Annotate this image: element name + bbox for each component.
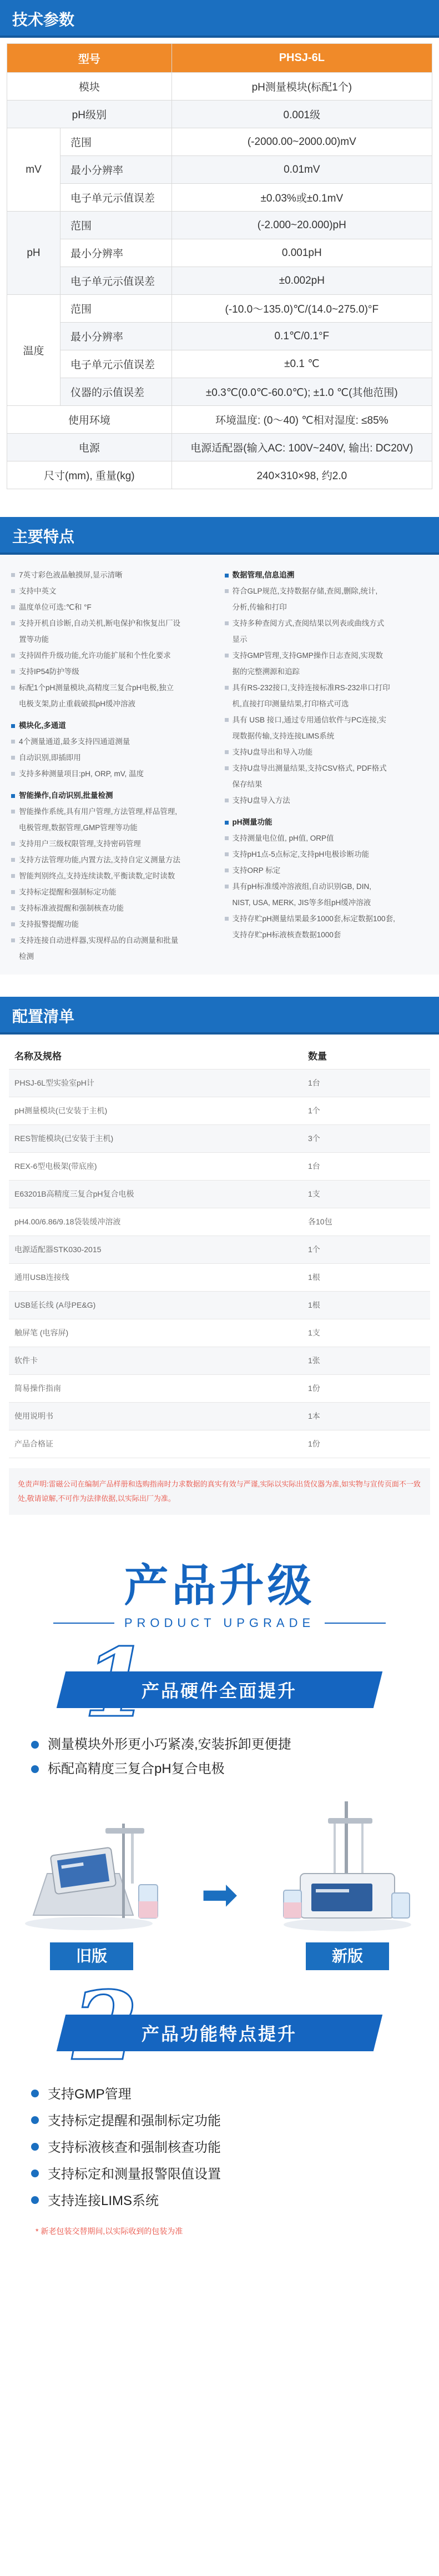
feature-item: 支持报警提醒功能 [11, 916, 215, 932]
feature-item-continued: 现数据传输,支持连接LIMS系统 [232, 732, 335, 740]
config-item-qty: 1根 [302, 1291, 430, 1319]
upgrade-subtitle: PRODUCT UPGRADE [124, 1615, 315, 1630]
config-item-qty: 1个 [302, 1097, 430, 1124]
feature-item: 支持中英文 [11, 583, 215, 599]
feature-item: 支持U盘导入方法 [225, 792, 428, 809]
config-item-name: 产品合格证 [9, 1430, 302, 1458]
config-item-name: 使用说明书 [9, 1402, 302, 1430]
spec-header-row [7, 44, 432, 73]
feature-item-continued: 置等功能 [19, 635, 49, 644]
feature-item: 4个测量通道,最多支持四通道测量 [11, 734, 215, 750]
feature-item: 智能判别终点,支持连续读数,平衡读数,定时读数 [11, 868, 215, 884]
feature-item: 智能操作系统,具有用户管理,方法管理,样品管理, [11, 804, 215, 820]
new-version-tag: 新版 [306, 1942, 389, 1970]
bullet-item: 支持标液核查和强制核查功能 [31, 2135, 439, 2161]
config-item-name: 软件卡 [9, 1347, 302, 1374]
spec-header-model-value: PHSJ-6L [171, 44, 432, 73]
feature-heading: 模块化,多通道 [11, 717, 215, 734]
spec-value: 电源适配器(输入AC: 100V~240V, 输出: DC20V) [171, 434, 432, 461]
spec-row [7, 267, 432, 295]
function-banner-bar [57, 2015, 382, 2051]
spec-label: 最小分辨率 [60, 323, 172, 350]
config-row [9, 1291, 430, 1319]
feature-item: 支持标定提醒和强制标定功能 [11, 884, 215, 900]
spec-label: 最小分辨率 [60, 156, 172, 184]
spec-label: 电子单元示值误差 [60, 350, 172, 378]
config-header-row [9, 1042, 430, 1069]
spec-label: 尺寸(mm), 重量(kg) [7, 461, 172, 489]
config-item-name: 简易操作指南 [9, 1374, 302, 1402]
spec-value: (-2000.00~2000.00)mV [171, 128, 432, 156]
spec-value: ±0.03%或±0.1mV [171, 184, 432, 212]
spec-value: ±0.3℃(0.0℃-60.0℃); ±1.0 ℃(其他范围) [171, 378, 432, 406]
bullet-item: 测量模块外形更小巧紧凑,安装拆卸更便捷 [31, 1733, 439, 1757]
config-row [9, 1319, 430, 1347]
spec-row [7, 184, 432, 212]
bullet-item: 支持标定和测量报警限值设置 [31, 2161, 439, 2188]
spec-row [7, 350, 432, 378]
spec-label: 范围 [60, 295, 172, 323]
old-product [22, 1812, 161, 1970]
subtitle-line-left [53, 1623, 114, 1624]
spec-value: 0.1℃/0.1°F [171, 323, 432, 350]
spec-value: pH测量模块(标配1个) [171, 73, 432, 101]
feature-item-continued: 支持存贮pH标液核查数据1000套 [232, 931, 341, 939]
spec-label: 范围 [60, 212, 172, 239]
feature-item-continued: 机,直接打印测量结果,打印格式可选 [232, 700, 349, 708]
config-item-qty: 1本 [302, 1402, 430, 1430]
config-row [9, 1097, 430, 1124]
upgrade-subtitle-row [0, 1616, 439, 1630]
feature-item: 具有pH标准缓冲溶液组,自动识别GB, DIN, [225, 878, 428, 895]
feature-item: 支持U盘导出测量结果,支持CSV格式, PDF格式 [225, 760, 428, 776]
upgrade-title: 产品升级 [124, 1560, 315, 1610]
config-item-qty: 1台 [302, 1069, 430, 1097]
bullet-item: 标配高精度三复合pH复合电极 [31, 1757, 439, 1781]
spec-label: 使用环境 [7, 406, 172, 434]
feature-item: 支持连接自动进样器,实现样品的自动测量和批量 [11, 932, 215, 948]
config-item-qty: 1支 [302, 1319, 430, 1347]
bullet-item: 支持标定提醒和强制标定功能 [31, 2108, 439, 2135]
packaging-footnote: * 新老包装交替期间,以实际收到的包装为准 [36, 2226, 183, 2236]
config-row [9, 1374, 430, 1402]
config-row [9, 1152, 430, 1180]
feature-item: 支持pH1点-5点标定,支持pH电极诊断功能 [225, 846, 428, 862]
feature-heading: pH测量功能 [225, 814, 428, 830]
config-row [9, 1430, 430, 1458]
features-column-right [225, 567, 428, 965]
hardware-banner [0, 1653, 439, 1723]
bullet-item: 支持GMP管理 [31, 2081, 439, 2108]
old-meter-illustration [22, 1812, 161, 1935]
config-row [9, 1402, 430, 1430]
feature-item: 支持U盘导出和导入功能 [225, 744, 428, 760]
spec-value: (-10.0～135.0)℃/(14.0~275.0)°F [171, 295, 432, 323]
feature-heading: 智能操作,自动识别,批量检测 [11, 787, 215, 804]
feature-item: 支持GMP管理,支持GMP操作日志查阅,实现数 [225, 647, 428, 664]
config-item-name: 触屏笔 (电容屏) [9, 1319, 302, 1347]
function-banner [0, 1996, 439, 2066]
config-section-title: 配置清单 [0, 997, 439, 1035]
spec-value: 0.01mV [171, 156, 432, 184]
spec-label: 电子单元示值误差 [60, 184, 172, 212]
config-item-qty: 3个 [302, 1124, 430, 1152]
config-body [0, 1035, 439, 1458]
config-item-qty: 1张 [302, 1347, 430, 1374]
spec-row [7, 73, 432, 101]
config-section [0, 997, 439, 1515]
feature-item-continued: 检测 [19, 952, 34, 961]
spec-group-ph: pH [7, 212, 60, 295]
disclaimer-note: 免责声明:雷磁公司在编制产品样册和选购指南时力求数据的真实有效与严谨,实际以实际出货仪器为准,如实物与宣传页面不一致处,敬请谅解,不可作为法律依据,以实际出厂为准。 [9, 1468, 430, 1515]
spec-row [7, 378, 432, 406]
arrow-right-icon: ➡ [200, 1869, 239, 1919]
upgrade-section [0, 1559, 439, 2259]
feature-item: 符合GLP规范,支持数据存储,查阅,删除,统计, [225, 583, 428, 599]
features-section [0, 517, 439, 975]
features-section-title: 主要特点 [0, 517, 439, 555]
config-item-name: PHSJ-6L型实验室pH计 [9, 1069, 302, 1097]
hardware-banner-title: 产品硬件全面提升 [142, 1680, 297, 1701]
config-item-name: 通用USB连接线 [9, 1263, 302, 1291]
feature-item: 支持测量电位值, pH值, ORP值 [225, 830, 428, 846]
feature-item: 支持多种查阅方式,查阅结果以列表或曲线方式 [225, 615, 428, 631]
config-item-qty: 1个 [302, 1236, 430, 1263]
spec-header-model: 型号 [7, 44, 172, 73]
config-row [9, 1236, 430, 1263]
spec-value: 环境温度: (0～40) ℃相对湿度: ≤85% [171, 406, 432, 434]
hardware-bullets [0, 1733, 439, 1781]
config-item-name: pH测量模块(已安装于主机) [9, 1097, 302, 1124]
config-row [9, 1263, 430, 1291]
feature-item: 支持开机自诊断,自动关机,断电保护和恢复出厂设 [11, 615, 215, 631]
feature-item-continued: 保存结果 [232, 780, 263, 789]
config-item-qty: 1支 [302, 1180, 430, 1208]
feature-item-continued: 电极支架,防止重载破损pH缓冲溶液 [19, 700, 136, 708]
spec-row [7, 239, 432, 267]
feature-item: 支持IP54防护等级 [11, 664, 215, 680]
config-item-qty: 1份 [302, 1430, 430, 1458]
feature-item: 温度单位可选:℃和 °F [11, 599, 215, 615]
config-row [9, 1180, 430, 1208]
config-row [9, 1124, 430, 1152]
spec-section-title: 技术参数 [0, 0, 439, 38]
old-version-tag: 旧版 [50, 1942, 133, 1970]
spec-row [7, 461, 432, 489]
feature-item-continued: 分析,传输和打印 [232, 603, 287, 611]
spec-value: ±0.1 ℃ [171, 350, 432, 378]
feature-item: 支持固件升级功能,允许功能扩展和个性化要求 [11, 647, 215, 664]
feature-item: 支持存贮pH测量结果最多1000套,标定数据100套, [225, 911, 428, 927]
spec-row [7, 128, 432, 156]
config-item-name: E63201B高精度三复合pH复合电极 [9, 1180, 302, 1208]
spec-row [7, 406, 432, 434]
config-row [9, 1347, 430, 1374]
feature-item: 支持标准液提醒和强制核查功能 [11, 900, 215, 916]
feature-item: 支持用户三级权限管理,支持密码管理 [11, 836, 215, 852]
feature-item-continued: NIST, USA, MERK, JIS等多组pH缓冲溶液 [232, 898, 371, 907]
spec-value: 0.001pH [171, 239, 432, 267]
config-header-name: 名称及规格 [9, 1042, 302, 1069]
spec-table-wrap [0, 38, 439, 489]
spec-row [7, 323, 432, 350]
spec-row [7, 212, 432, 239]
spec-label: 模块 [7, 73, 172, 101]
feature-item-continued: 据的完整溯源和追踪 [232, 667, 300, 676]
config-item-name: pH4.00/6.86/9.18袋装缓冲溶液 [9, 1208, 302, 1236]
product-compare [0, 1781, 439, 1970]
feature-item: 具有RS-232接口,支持连接标准RS-232串口打印 [225, 680, 428, 696]
spec-row [7, 295, 432, 323]
features-body [0, 555, 439, 975]
features-column-left [11, 567, 215, 965]
spec-label: 最小分辨率 [60, 239, 172, 267]
spec-group-mv: mV [7, 128, 60, 212]
spec-label: 仪器的示值误差 [60, 378, 172, 406]
feature-item: 支持多种测量项目:pH, ORP, mV, 温度 [11, 766, 215, 782]
spec-table [7, 43, 432, 489]
spec-label: 电源 [7, 434, 172, 461]
spec-value: (-2.000~20.000)pH [171, 212, 432, 239]
spec-row [7, 156, 432, 184]
config-row [9, 1208, 430, 1236]
hardware-banner-bar [57, 1671, 382, 1708]
feature-item: 支持ORP 标定 [225, 862, 428, 878]
config-table [9, 1042, 430, 1458]
config-item-name: REX-6型电极架(带底座) [9, 1152, 302, 1180]
config-item-qty: 各10包 [302, 1208, 430, 1236]
spec-label: 电子单元示值误差 [60, 267, 172, 295]
spec-value: ±0.002pH [171, 267, 432, 295]
feature-item-continued: 电极管理,数据管理,GMP管理等功能 [19, 823, 138, 832]
feature-item: 标配1个pH测量模块,高精度三复合pH电极,独立 [11, 680, 215, 696]
feature-item: 支持方法管理功能,内置方法,支持自定义测量方法 [11, 852, 215, 868]
config-item-qty: 1台 [302, 1152, 430, 1180]
feature-item: 自动识别,即插即用 [11, 750, 215, 766]
config-row [9, 1069, 430, 1097]
feature-item: 具有 USB 接口,通过专用通信软件与PC连接,实 [225, 712, 428, 728]
config-item-name: RES智能模块(已安装于主机) [9, 1124, 302, 1152]
spec-value: 0.001级 [171, 101, 432, 128]
spec-value: 240×310×98, 约2.0 [171, 461, 432, 489]
config-item-name: USB延长线 (A母PE&G) [9, 1291, 302, 1319]
spec-label: 范围 [60, 128, 172, 156]
feature-heading: 数据管理,信息追溯 [225, 567, 428, 583]
subtitle-line-right [325, 1623, 386, 1624]
bullet-item: 支持连接LIMS系统 [31, 2188, 439, 2215]
config-header-qty: 数量 [302, 1042, 430, 1069]
config-item-name: 电源适配器STK030-2015 [9, 1236, 302, 1263]
spec-row [7, 434, 432, 461]
spec-group-temp: 温度 [7, 295, 60, 406]
feature-item: 7英寸彩色液晶触摸屏,显示清晰 [11, 567, 215, 583]
feature-item-continued: 显示 [232, 635, 248, 644]
new-meter-illustration [278, 1796, 417, 1935]
new-product [278, 1796, 417, 1970]
spec-row [7, 101, 432, 128]
config-item-qty: 1根 [302, 1263, 430, 1291]
function-banner-title: 产品功能特点提升 [142, 2023, 297, 2044]
spec-label: pH级别 [7, 101, 172, 128]
config-item-qty: 1份 [302, 1374, 430, 1402]
function-bullets [0, 2081, 439, 2215]
